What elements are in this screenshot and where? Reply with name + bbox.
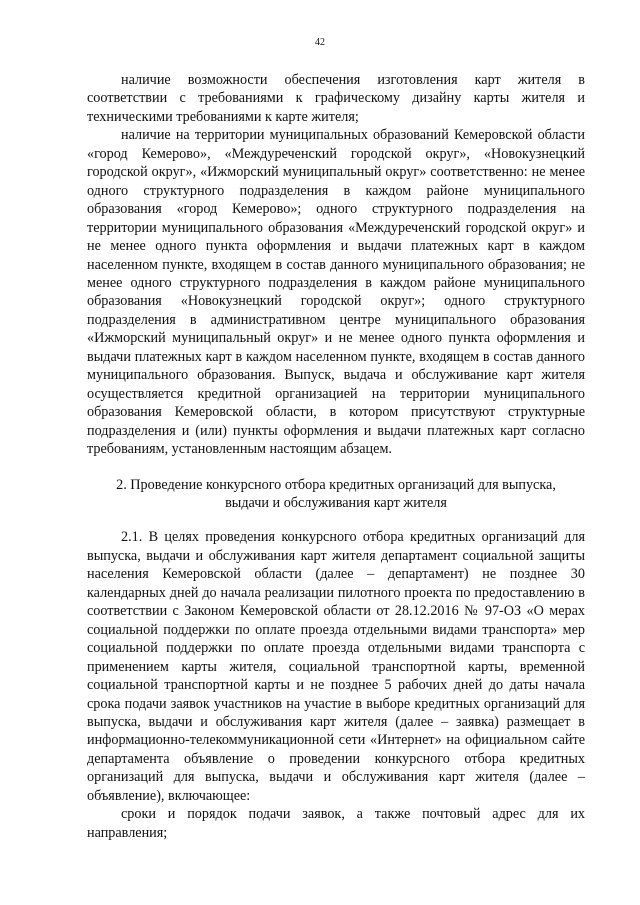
paragraph-2-1: 2.1. В целях проведения конкурсного отбора кредитных организаций для выпуска, выдачи и обслуживания карт жителя департамент социальной защиты населения Кемеровской области (далее – департамент) не позднее 30 календарных дней до начала реализации пилотного проекта по предоставлению в соответствии с Законом Кемеровской области от 28.12.2016 № 97-ОЗ «О мерах социальной поддержки по оплате проезда отдельными видами транспорта» мер социальной поддержки по оплате проезда отдельными видами транспорта с применением карты жителя, социальной транспортной карты, временной социальной транспортной карты и не позднее 5 рабочих дней до даты начала срока подачи заявок участников на участие в выборе кредитных организаций для выпуска, выдачи и обслуживания карт жителя (далее – заявка) размещает в информационно-телекоммуникационной сети «Интернет» на официальном сайте департамента объявление о проведении конкурсного отбора кредитных организаций для выпуска, выдачи и обслуживания карт жителя (далее – объявление), включающее: [87, 529, 585, 804]
page-number: 42 [315, 37, 325, 48]
paragraph-card-production: наличие возможности обеспечения изготовления карт жителя в соответствии с требованиями к графическому дизайну карты жителя и техническими требованиями к карте жителя; [87, 72, 585, 125]
paragraph-territory-requirements: наличие на территории муниципальных образований Кемеровской области «город Кемерово», «Междуреченский городской округ», «Новокузнецкий городской округ», «Ижморский муниципальный округ» соответственно: не менее одного структурного подразделения в каждом районе муниципального образования «город Кемерово»; одного структурного подразделения на территории муниципального образования «Междуреченский городской округ» и не менее одного пункта оформления и выдачи платежных карт в каждом населенном пункте, входящем в состав данного муниципального образования; не менее одного структурного подразделения в каждом районе муниципального образования «Новокузнецкий городской округ»; одного структурного подразделения в административном центре муниципального образования «Ижморский муниципальный округ» и не менее одного пункта оформления и выдачи платежных карт в каждом населенном пункте, входящем в состав данного муниципального образования. Выпуск, выдача и обслуживание карт жителя осуществляется кредитной организацией на территории муниципального образования Кемеровской области, в котором присутствуют структурные подразделения и (или) пункты оформления и выдачи платежных карт согласно требованиям, установленным настоящим абзацем. [87, 127, 585, 458]
section-heading-line-1: 2. Проведение конкурсного отбора кредитных организаций для выпуска, [116, 476, 556, 493]
document-body [87, 71, 585, 842]
section-heading [87, 476, 585, 513]
paragraph-submission-terms: сроки и порядок подачи заявок, а также почтовый адрес для их направления; [87, 806, 585, 841]
section-heading-line-2: выдачи и обслуживания карт жителя [225, 494, 447, 511]
